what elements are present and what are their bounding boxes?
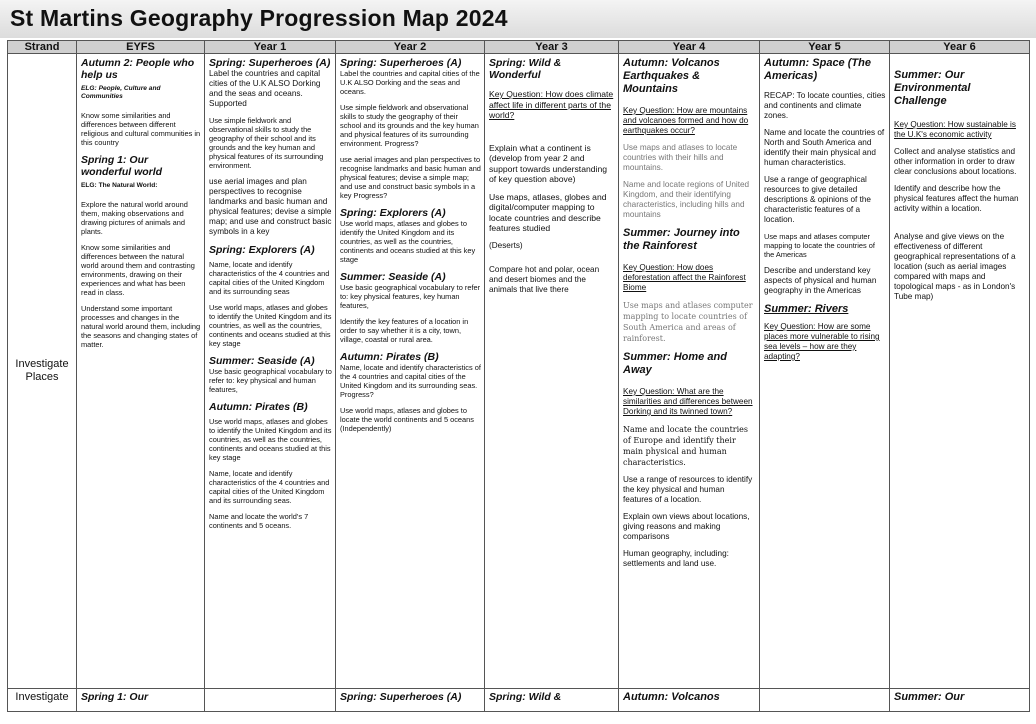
y4-key-question-3: Key Question: What are the similarities and differences between Dorking and its twinned town? [623,387,753,416]
y4-text-1: Use maps and atlases to locate countries with their hills and mountains. [623,143,738,172]
y2-heading-3: Summer: Seaside (A) [340,271,446,283]
year-6-cell [890,54,1030,689]
footer-y4-heading: Autumn: Volcanos [623,691,720,703]
footer-y3-heading: Spring: Wild & [489,691,562,703]
y1-text-1: Label the countries and capital cities of the U.K ALSO Dorking and the seas and oceans. Supported [209,69,321,108]
eyfs-elg-2: ELG: The Natural World: [81,182,158,189]
year-4-cell [619,54,760,689]
eyfs-cell [77,54,205,689]
year-3-cell [485,54,619,689]
footer-year-5-cell [760,689,890,712]
header-eyfs: EYFS [77,41,205,54]
footer-year-1-cell [205,689,336,712]
footer-y6-heading: Summer: Our [894,691,965,703]
header-year-3: Year 3 [485,41,619,54]
year-2-cell [336,54,485,689]
y5-text-3: Use a range of geographical resources to give detailed descriptions & opinions of the characteristic features of a location. [764,175,871,224]
footer-year-3-cell [485,689,619,712]
header-year-2: Year 2 [336,41,485,54]
y2-text-1: Label the countries and capital cities of the U.K ALSO Dorking and the seas and oceans. [340,69,480,96]
y6-key-question: Key Question: How sustainable is the U.K's economic activity [894,120,1016,139]
footer-strand-label: Investigate [8,689,77,712]
footer-year-4-cell [619,689,760,712]
y5-text-1: RECAP: To locate counties, cities and continents and climate zones. [764,91,886,120]
y2-heading-2: Spring: Explorers (A) [340,207,446,219]
footer-year-6-cell [890,689,1030,712]
header-year-6: Year 6 [890,41,1030,54]
strand-label: Investigate Places [8,54,77,689]
y4-text-6: Explain own views about locations, giving reasons and making comparisons [623,512,750,541]
title-bar [0,0,1036,38]
y6-text-3: Analyse and give views on the effectiveness of different geographical representations of a location (such as aerial images compared with maps and topological maps - as in London's Tube map) [894,232,1016,301]
y4-text-3: Use maps and atlases computer mapping to locate countries of South America and areas of rainforest. [623,301,753,343]
y1-heading-3: Summer: Seaside (A) [209,355,315,367]
y5-text-2: Name and locate the countries of North and South America and identify their main physical and human characteristics. [764,128,885,167]
y2-heading-1: Spring: Superheroes (A) [340,57,462,69]
y5-key-question: Key Question: How are some places more vulnerable to rising sea levels – how are they adapting? [764,322,880,361]
footer-eyfs-cell [77,689,205,712]
footer-eyfs-heading: Spring 1: Our [81,691,149,703]
y4-text-5: Use a range of resources to identify the key physical and human features of a location. [623,475,753,504]
footer-year-2-cell [336,689,485,712]
y4-text-7: Human geography, including: settlements and land use. [623,549,729,568]
y1-text-2: Use simple fieldwork and observational skills to study the geography of their school and its grounds and the key human and physical features of its surrounding environment. [209,116,324,170]
header-year-1: Year 1 [205,41,336,54]
y1-heading-4: Autumn: Pirates (B) [209,401,308,413]
y5-heading-1: Autumn: Space (The Americas) [764,57,871,82]
eyfs-elg-1: ELG: People, Culture and Communities [81,85,161,100]
y3-text-4: Compare hot and polar, ocean and desert biomes and the animals that live there [489,264,600,294]
progression-table [7,40,1030,712]
y1-text-5: Use world maps, atlases and globes to identify the United Kingdom and its countries, as well as the countries, continents and oceans studied at this key stage [209,303,332,348]
y4-heading-1: Autumn: Volcanos Earthquakes & Mountains [623,57,720,95]
y1-text-4: Name, locate and identify characteristics of the 4 countries and capital cities of the United Kingdom and its surrounding seas [209,260,330,296]
y2-text-3: use aerial images and plan perspectives to recognise landmarks and basic human and physical features; devise a simple map; and use and construct basic symbols in a key Progress? [340,155,481,200]
y4-key-question-1: Key Question: How are mountains and volcanoes formed and how do earthquakes occur? [623,106,749,135]
header-row [8,41,1030,54]
y3-key-question: Key Question: How does climate affect life in different parts of the world? [489,89,614,120]
table-row [8,54,1030,689]
header-year-5: Year 5 [760,41,890,54]
y2-text-7: Name, locate and identify characteristics of the 4 countries and capital cities of the United Kingdom and its surrounding seas. Progress? [340,363,481,399]
y2-text-5: Use basic geographical vocabulary to refer to: key physical features, key human features, [340,283,481,310]
y5-text-5: Describe and understand key aspects of physical and human geography in the Americas [764,266,877,295]
header-strand: Strand [8,41,77,54]
y1-heading-1: Spring: Superheroes (A) [209,57,331,69]
y6-text-2: Identify and describe how the physical features affect the human activity within a location. [894,184,1019,213]
header-year-4: Year 4 [619,41,760,54]
y5-text-4: Use maps and atlases computer mapping to locate the countries of the Americas [764,232,875,259]
page-title: St Martins Geography Progression Map 2024 [10,5,508,31]
y1-text-3: use aerial images and plan perspectives to recognise landmarks and basic human and physical features; devise a simple map; and use and construct basic symbols in a key [209,177,332,236]
y4-key-question-2: Key Question: How does deforestation affect the Rainforest Biome [623,263,746,292]
y4-text-4: Name and locate the countries of Europe and identify their main physical and human characteristics. [623,425,749,467]
eyfs-text-1: Know some similarities and differences between different religious and cultural communities in this country [81,111,201,147]
y4-heading-2: Summer: Journey into the Rainforest [623,227,740,252]
y1-heading-2: Spring: Explorers (A) [209,244,315,256]
y2-text-4: Use world maps, atlases and globes to identify the United Kingdom and its countries, as well as the countries, continents and oceans studied at this key stage [340,219,476,264]
eyfs-heading-1: Autumn 2: People who help us [81,57,195,81]
y3-text-2: Use maps, atlases, globes and digital/computer mapping to locate countries and describe features studied [489,191,607,233]
y6-text-1: Collect and analyse statistics and other information in order to draw clear conclusions about locations. [894,147,1017,176]
year-5-cell [760,54,890,689]
year-1-cell [205,54,336,689]
footer-y2-heading: Spring: Superheroes (A) [340,691,462,703]
y1-text-8: Name, locate and identify characteristics of the 4 countries and capital cities of the United Kingdom and its surrounding seas. [209,469,330,505]
y4-text-2: Name and locate regions of United Kingdom, and their identifying characteristics, including hills and mountains [623,180,750,219]
y6-heading-1: Summer: Our Environmental Challenge [894,69,971,107]
table-row [8,689,1030,712]
y2-text-2: Use simple fieldwork and observational skills to study the geography of their school and its grounds and the key human and physical features of its surrounding environment. Progress? [340,103,479,148]
eyfs-heading-2: Spring 1: Our wonderful world [81,154,163,178]
y1-text-9: Name and locate the world's 7 continents and 5 oceans. [209,512,309,530]
y2-text-8: Use world maps, atlases and globes to locate the world continents and 5 oceans (Independently) [340,406,474,433]
eyfs-text-4: Understand some important processes and changes in the natural world around them, including the seasons and changing states of matter. [81,304,201,349]
eyfs-text-2: Explore the natural world around them, making observations and drawing pictures of animals and plants. [81,200,188,236]
y5-heading-2: Summer: Rivers [764,303,849,315]
y3-heading-1: Spring: Wild & Wonderful [489,57,562,81]
eyfs-text-3: Know some similarities and differences between the natural world around them and contrasting environments, drawing on their experiences and what has been read in class. [81,243,195,297]
y3-text-3: (Deserts) [489,240,523,250]
y3-text-1: Explain what a continent is (develop from year 2 and support towards understanding of key question above) [489,142,608,184]
y2-text-6: Identify the key features of a location in order to say whether it is a city, town, village, coastal or rural area. [340,317,469,344]
y1-text-6: Use basic geographical vocabulary to refer to: key physical and human features, [209,367,332,394]
y1-text-7: Use world maps, atlases and globes to identify the United Kingdom and its countries, as well as the countries, continents and oceans studied at this key stage [209,417,332,462]
y4-heading-3: Summer: Home and Away [623,351,727,376]
y2-heading-4: Autumn: Pirates (B) [340,351,439,363]
